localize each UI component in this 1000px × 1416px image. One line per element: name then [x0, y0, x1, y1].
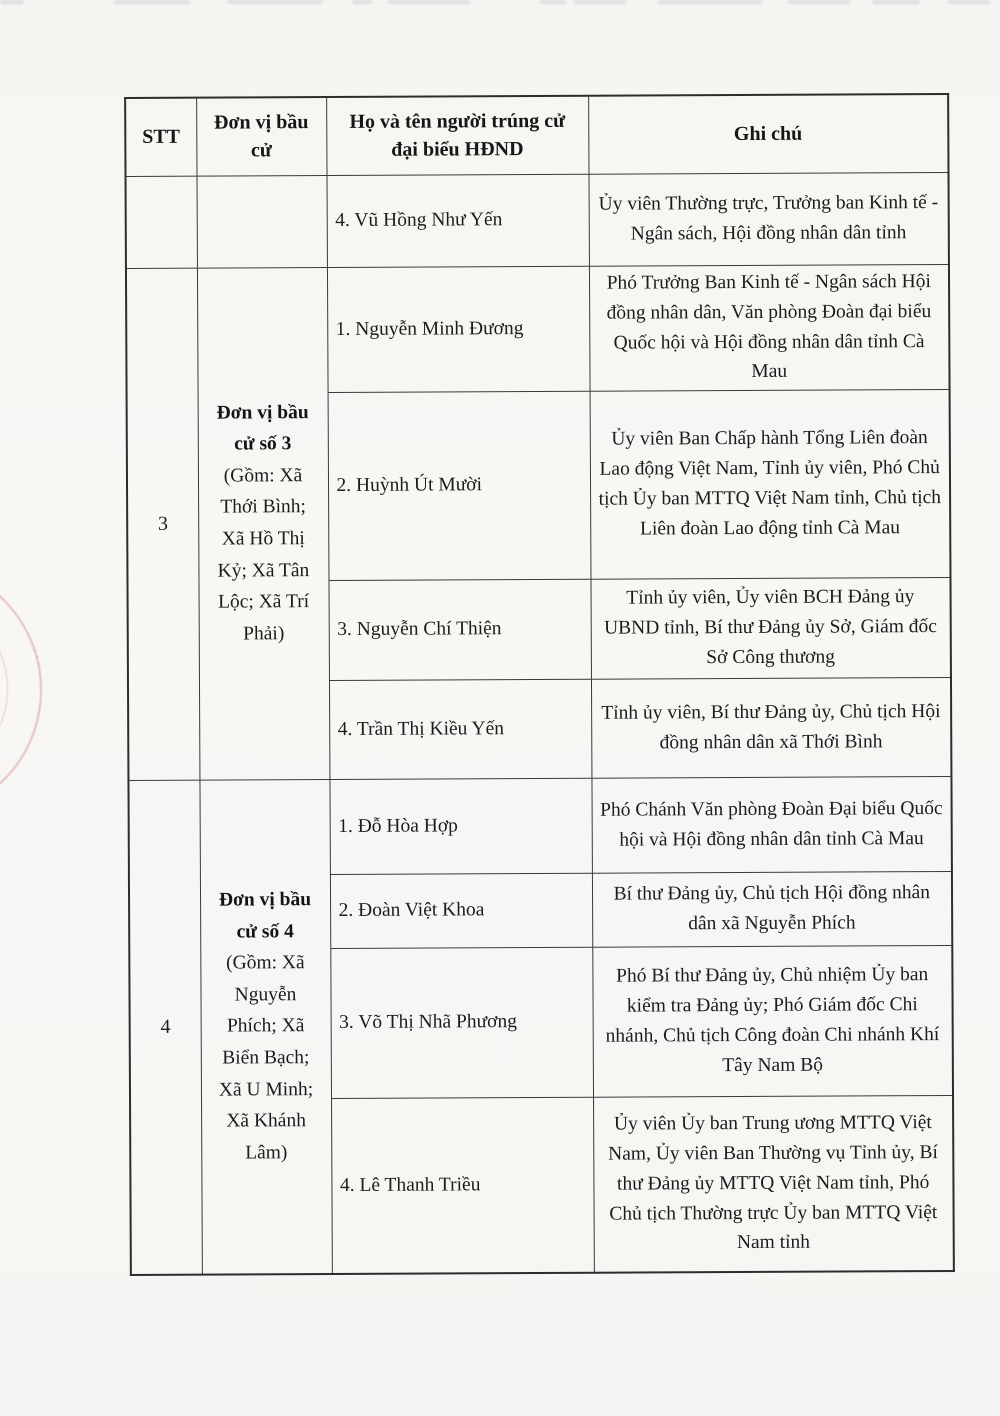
- unit-title: Đơn vị bầu cử số 4: [218, 889, 312, 943]
- table-container: [124, 93, 955, 1276]
- scan-artifact: [788, 0, 850, 4]
- table-row: [126, 172, 949, 268]
- candidate-note-cell: Phó Bí thư Đảng ủy, Chủ nhiệm Ủy ban kiểm tra Đảng ủy; Phó Giám đốc Chi nhánh, Chủ tịch Công đoàn Chi nhánh Khí Tây Nam Bộ: [592, 945, 953, 1097]
- candidate-name-cell: 4. Vũ Hồng Như Yến: [327, 174, 589, 267]
- official-seal-partial: [0, 540, 140, 860]
- table-row: [126, 264, 950, 393]
- candidate-name-cell: 1. Đỗ Hòa Hợp: [329, 778, 591, 874]
- seal-outer-arc-icon: [0, 562, 42, 818]
- seal-inner-arc-icon: [0, 594, 8, 784]
- header-cell-stt: STT: [125, 98, 196, 176]
- unit-detail: (Gồm: Xã Nguyễn Phích; Xã Biển Bạch; Xã U Minh; Xã Khánh Lâm): [218, 952, 314, 1164]
- unit-cell: [197, 267, 330, 780]
- unit-cell-empty: [197, 175, 327, 268]
- stt-cell-empty: [126, 176, 197, 268]
- scan-artifact: [0, 0, 24, 4]
- scan-artifact: [540, 0, 566, 4]
- unit-detail: (Gồm: Xã Thới Bình; Xã Hồ Thị Kỷ; Xã Tân Lộc; Xã Trí Phải): [217, 465, 310, 645]
- unit-title: Đơn vị bầu cử số 3: [216, 401, 309, 455]
- scan-artifact: [872, 0, 920, 4]
- scan-artifact: [948, 0, 990, 4]
- unit-cell: [199, 779, 331, 1275]
- candidate-name-cell: 3. Võ Thị Nhã Phương: [330, 947, 593, 1098]
- scan-artifact: [227, 0, 323, 4]
- table-row: [128, 776, 951, 875]
- candidate-note-cell: Bí thư Đảng ủy, Chủ tịch Hội đồng nhân dân xã Nguyễn Phích: [592, 871, 952, 947]
- header-cell-note: Ghi chú: [588, 94, 948, 174]
- candidate-note-cell: Ủy viên Ban Chấp hành Tổng Liên đoàn Lao động Việt Nam, Tỉnh ủy viên, Phó Chủ tịch Ủy ban MTTQ Việt Nam tỉnh, Chủ tịch Liên đoàn Lao động tỉnh Cà Mau: [590, 389, 951, 579]
- scan-artifact: [352, 0, 372, 4]
- election-results-table: [124, 93, 955, 1276]
- candidate-name-cell: 4. Trần Thị Kiều Yến: [329, 679, 591, 779]
- scan-artifact: [574, 0, 626, 4]
- candidate-name-cell: 3. Nguyễn Chí Thiện: [328, 579, 590, 680]
- candidate-note-cell: Phó Chánh Văn phòng Đoàn Đại biểu Quốc hội và Hội đồng nhân dân tỉnh Cà Mau: [591, 776, 951, 873]
- candidate-note-cell: Tỉnh ủy viên, Bí thư Đảng ủy, Chủ tịch Hội đồng nhân dân xã Thới Bình: [591, 677, 951, 778]
- candidate-note-cell: Phó Trưởng Ban Kinh tế - Ngân sách Hội đồng nhân dân, Văn phòng Đoàn đại biểu Quốc hội và Hội đồng nhân dân tỉnh Cà Mau: [589, 264, 950, 391]
- candidate-name-cell: 2. Huỳnh Út Mười: [328, 391, 591, 580]
- candidate-note-cell: Tỉnh ủy viên, Ủy viên BCH Đảng ủy UBND tỉnh, Bí thư Đảng ủy Sở, Giám đốc Sở Công thương: [590, 577, 950, 679]
- scan-artifact: [114, 0, 190, 4]
- scan-artifact: [658, 0, 762, 4]
- candidate-note-cell: Ủy viên Thường trực, Trưởng ban Kinh tế - Ngân sách, Hội đồng nhân dân tỉnh: [589, 172, 949, 266]
- candidate-name-cell: 1. Nguyễn Minh Đương: [327, 266, 590, 392]
- candidate-name-cell: 4. Lê Thanh Triều: [331, 1097, 594, 1274]
- header-cell-unit: Đơn vị bầu cử: [196, 97, 326, 176]
- candidate-name-cell: 2. Đoàn Việt Khoa: [330, 873, 592, 948]
- scan-artifact: [388, 0, 470, 4]
- header-cell-name: Họ và tên người trúng cử đại biểu HĐND: [326, 96, 588, 175]
- stt-cell: 4: [128, 780, 201, 1275]
- table-header-row: [125, 94, 948, 176]
- candidate-note-cell: Ủy viên Ủy ban Trung ương MTTQ Việt Nam, Ủy viên Ban Thường vụ Tỉnh ủy, Bí thư Đảng ủy MTTQ Việt Nam tỉnh, Phó Chủ tịch Thường trực Ủy ban MTTQ Việt Nam tỉnh: [593, 1095, 954, 1273]
- stt-cell: 3: [126, 268, 200, 780]
- seal-glyphs: ···: [26, 645, 48, 671]
